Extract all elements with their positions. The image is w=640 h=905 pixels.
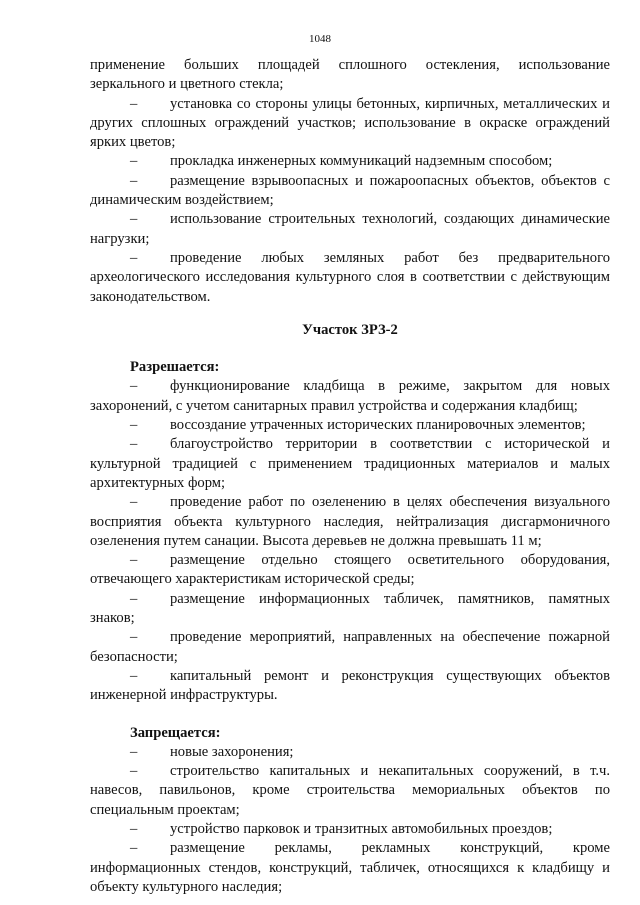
dash-bullet: – [130,249,138,266]
list-item-text: воссоздание утраченных исторических планировочных элементов; [170,417,586,434]
list-item [90,377,610,416]
dash-bullet: – [130,417,138,434]
page-number: 1048 [309,33,331,45]
allowed-list [90,377,610,705]
list-item-text: использование строительных технологий, создающих динамические нагрузки; [90,211,610,247]
list-item-text: строительство капитальных и некапитальных сооружений, в т.ч. навесов, павильонов, кроме строительства мемориальных объектов по специальным проектам; [90,763,610,818]
list-item-text: проведение работ по озеленению в целях обеспечения визуального восприятия объекта культурного наследия, нейтрализация дисгармоничного озеленения путем санации. Высота деревьев не должна превышать 11 м; [90,494,610,549]
list-item-text: благоустройство территории в соответствии с исторической и культурной традицией с применением традиционных материалов и малых архитектурных форм; [90,436,610,491]
dash-bullet: – [130,552,138,569]
dash-bullet: – [130,211,138,228]
dash-bullet: – [130,629,138,646]
list-item [90,743,610,762]
list-item [90,628,610,667]
list-item [90,172,610,211]
dash-bullet: – [130,172,138,189]
list-item [90,839,610,897]
list-item [90,820,610,839]
list-item-text: капитальный ремонт и реконструкция существующих объектов инженерной инфраструктуры. [90,667,610,704]
list-item-text: размещение информационных табличек, памятников, памятных знаков; [90,590,610,627]
dash-bullet: – [130,840,138,857]
list-item-text: проведение мероприятий, направленных на обеспечение пожарной безопасности; [90,629,610,665]
list-item [90,249,610,307]
list-item [90,590,610,629]
prohibited-continued-list [90,95,610,307]
dash-bullet: – [130,153,138,170]
dash-bullet: – [130,95,138,112]
prohibited-list [90,743,610,897]
list-item [90,95,610,153]
intro-paragraph: применение больших площадей сплошного остекления, использование зеркального и цветного стекла; [90,57,610,93]
list-item [90,435,610,493]
dash-bullet: – [130,494,138,511]
dash-bullet: – [130,436,138,453]
list-item [90,667,610,706]
allowed-label: Разрешается: [130,359,220,376]
list-item-text: размещение отдельно стоящего осветительного оборудования, отвечающего характеристикам исторической среды; [90,552,610,588]
dash-bullet: – [130,743,138,760]
dash-bullet: – [130,763,138,780]
dash-bullet: – [130,590,138,607]
dash-bullet: – [130,820,138,837]
list-item [90,210,610,249]
list-item [90,762,610,820]
list-item-text: устройство парковок и транзитных автомобильных проездов; [170,820,553,837]
document-body [90,56,610,897]
prohibited-label: Запрещается: [130,724,221,741]
list-item-text: проведение любых земляных работ без предварительного археологического исследования культурного слоя в соответствии с действующим законодательством. [90,249,610,305]
dash-bullet: – [130,667,138,684]
section-spacer [90,706,610,724]
list-item-text: размещение рекламы, рекламных конструкций, кроме информационных стендов, конструкций, табличек, относящихся к кладбищу и объекту культурного наследия; [90,840,610,895]
section-title: Участок ЗРЗ-2 [302,321,398,338]
list-item-text: новые захоронения; [170,743,294,760]
list-item [90,493,610,551]
dash-bullet: – [130,378,138,395]
list-item [90,152,610,171]
list-item [90,416,610,435]
list-item-text: прокладка инженерных коммуникаций надземным способом; [170,153,553,170]
list-item-text: функционирование кладбища в режиме, закрытом для новых захоронений, с учетом санитарных правил устройства и содержания кладбищ; [90,378,610,414]
list-item-text: размещение взрывоопасных и пожароопасных объектов, объектов с динамическим воздействием; [90,172,610,209]
list-item-text: установка со стороны улицы бетонных, кирпичных, металлических и других сплошных ограждений участков; использование в окраске ограждений ярких цветов; [90,95,610,151]
list-item [90,551,610,590]
